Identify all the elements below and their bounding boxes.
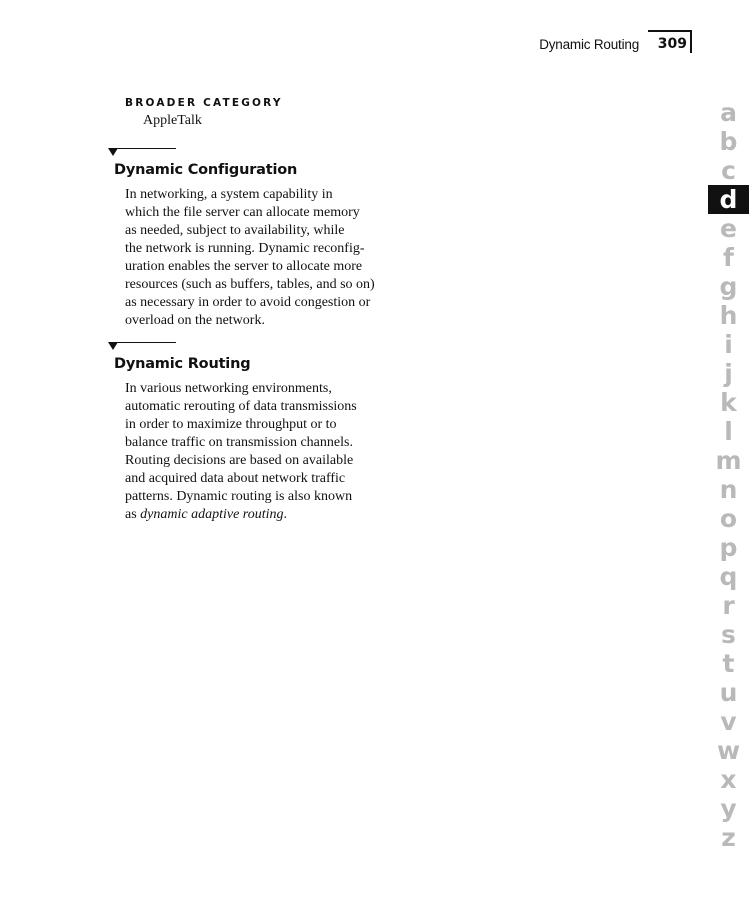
- broader-category-label: BROADER CATEGORY: [125, 97, 283, 109]
- line-suffix: .: [283, 507, 288, 522]
- thumb-index-letter-x: x: [720, 765, 737, 794]
- thumb-index-letter-z: z: [721, 823, 736, 852]
- definition-line: uration enables the server to allocate more: [125, 259, 363, 274]
- marker-rule: [113, 148, 176, 149]
- entry-dynamic-routing: [108, 342, 408, 524]
- header-rule-vertical: [690, 30, 692, 53]
- thumb-index-letter-y: y: [720, 794, 737, 823]
- definition-line: In networking, a system capability in: [125, 187, 333, 202]
- page-number: 309: [657, 36, 687, 52]
- thumb-index-letter-f: f: [723, 243, 734, 272]
- definition-line: resources (such as buffers, tables, and so on): [125, 277, 375, 292]
- definition-line: as needed, subject to availability, while: [125, 223, 345, 238]
- cross-reference-term: dynamic adaptive routing: [140, 507, 284, 522]
- triangle-down-icon: [108, 342, 118, 350]
- thumb-index-letter-d: d: [708, 185, 749, 214]
- definition-line: In various networking environments,: [125, 381, 332, 396]
- line-prefix: as: [125, 507, 141, 522]
- thumb-index-letter-t: t: [722, 649, 735, 678]
- running-header: [0, 30, 749, 60]
- thumb-index-letter-a: a: [720, 98, 737, 127]
- marker-rule: [113, 342, 176, 343]
- thumb-index-letter-p: p: [719, 533, 738, 562]
- entry-definition: [125, 186, 408, 330]
- running-title: Dynamic Routing: [539, 37, 639, 52]
- header-rule-horizontal: [648, 30, 692, 32]
- thumb-index-letter-v: v: [720, 707, 737, 736]
- thumb-index-letter-e: e: [720, 214, 737, 243]
- thumb-index-letter-h: h: [719, 301, 738, 330]
- entry-title: Dynamic Routing: [114, 356, 251, 372]
- thumb-index-letter-q: q: [719, 562, 738, 591]
- definition-line: Routing decisions are based on available: [125, 453, 354, 468]
- definition-line: as necessary in order to avoid congestion or: [125, 295, 371, 310]
- definition-line: and acquired data about network traffic: [125, 471, 346, 486]
- thumb-index-letter-u: u: [719, 678, 738, 707]
- thumb-index-letter-s: s: [721, 620, 736, 649]
- thumb-index-letter-g: g: [719, 272, 738, 301]
- definition-line: overload on the network.: [125, 313, 265, 328]
- thumb-index-letter-n: n: [719, 475, 738, 504]
- definition-line: patterns. Dynamic routing is also known: [125, 489, 353, 504]
- thumb-index-letter-w: w: [716, 736, 741, 765]
- entry-title: Dynamic Configuration: [114, 162, 298, 178]
- broader-category: [125, 97, 283, 129]
- thumb-index-letter-l: l: [724, 417, 733, 446]
- triangle-down-icon: [108, 148, 118, 156]
- definition-line: balance traffic on transmission channels.: [125, 435, 353, 450]
- thumb-index-letter-m: m: [715, 446, 742, 475]
- definition-line: which the file server can allocate memory: [125, 205, 360, 220]
- entry-marker: [108, 342, 408, 352]
- thumb-index: [708, 98, 749, 852]
- entry-marker: [108, 148, 408, 158]
- entry-dynamic-configuration: [108, 148, 408, 330]
- thumb-index-letter-k: k: [720, 388, 737, 417]
- definition-line: automatic rerouting of data transmissions: [125, 399, 357, 414]
- thumb-index-letter-j: j: [724, 359, 733, 388]
- thumb-index-letter-i: i: [724, 330, 733, 359]
- definition-line: in order to maximize throughput or to: [125, 417, 337, 432]
- thumb-index-letter-o: o: [719, 504, 738, 533]
- definition-line: the network is running. Dynamic reconfig-: [125, 241, 365, 256]
- broader-category-value: AppleTalk: [143, 113, 202, 128]
- thumb-index-letter-b: b: [719, 127, 738, 156]
- entry-definition: [125, 380, 408, 524]
- definition-line-last: [125, 506, 408, 524]
- thumb-index-letter-c: c: [721, 156, 736, 185]
- thumb-index-letter-r: r: [722, 591, 735, 620]
